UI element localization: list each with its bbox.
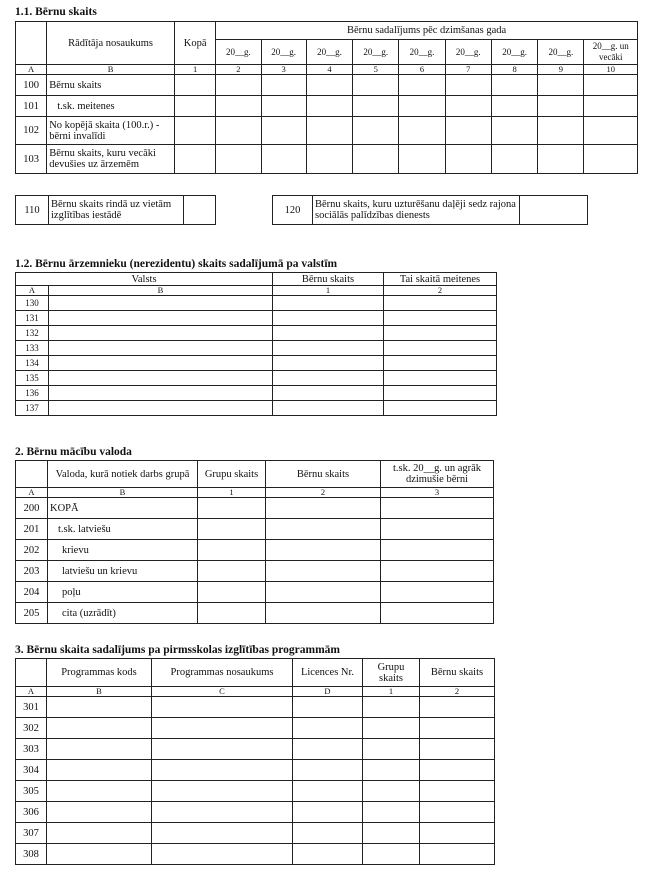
input-cell[interactable] (420, 718, 495, 739)
input-cell[interactable] (293, 781, 363, 802)
input-cell[interactable] (491, 96, 537, 117)
row-label: latviešu un krievu (48, 561, 198, 582)
input-cell[interactable] (152, 781, 293, 802)
table-row (16, 117, 638, 145)
row-code: 201 (16, 519, 48, 540)
column-index: B (48, 488, 198, 498)
header-program-name: Programmas nosaukums (152, 659, 293, 687)
row-code: 100 (16, 75, 47, 96)
year-header: 20__g. (306, 40, 352, 65)
column-index: A (16, 687, 47, 697)
header-program-code: Programmas kods (47, 659, 152, 687)
header-language: Valoda, kurā notiek darbs grupā (48, 461, 198, 488)
input-cell[interactable] (152, 718, 293, 739)
input-cell[interactable] (293, 802, 363, 823)
table-row (16, 760, 495, 781)
input-cell[interactable] (399, 75, 445, 96)
input-cell[interactable] (584, 117, 638, 145)
table-row (16, 781, 495, 802)
foreign-children-table (15, 272, 497, 416)
header-children-count: Bērnu skaits (273, 273, 384, 286)
row-label: poļu (48, 582, 198, 603)
column-index: 2 (266, 488, 381, 498)
table-row (16, 386, 497, 401)
queue-table (15, 195, 216, 225)
input-cell[interactable] (266, 519, 381, 540)
row-code: 304 (16, 760, 47, 781)
input-cell[interactable] (49, 326, 273, 341)
row-label: No kopējā skaita (100.r.) - bērni invalīdi (47, 117, 175, 145)
input-cell[interactable] (261, 117, 306, 145)
header-country: Valsts (16, 273, 273, 286)
input-cell[interactable] (384, 296, 497, 311)
input-cell[interactable] (266, 540, 381, 561)
input-cell[interactable] (538, 117, 584, 145)
row-code: 303 (16, 739, 47, 760)
input-cell[interactable] (538, 145, 584, 174)
row-label: t.sk. latviešu (48, 519, 198, 540)
row-code: 130 (16, 296, 49, 311)
input-cell[interactable] (184, 196, 216, 225)
input-cell[interactable] (174, 75, 215, 96)
input-cell[interactable] (306, 117, 352, 145)
table-row (16, 561, 494, 582)
header-children-count: Bērnu skaits (420, 659, 495, 687)
table-row (16, 371, 497, 386)
column-index: 1 (174, 65, 215, 75)
input-cell[interactable] (273, 296, 384, 311)
column-index: 4 (306, 65, 352, 75)
input-cell[interactable] (152, 739, 293, 760)
table-row (16, 498, 494, 519)
input-cell[interactable] (273, 341, 384, 356)
column-index: 10 (584, 65, 638, 75)
header-license-no: Licences Nr. (293, 659, 363, 687)
year-header: 20__g. (353, 40, 399, 65)
input-cell[interactable] (47, 844, 152, 865)
queue-box (15, 195, 216, 225)
table-row (16, 603, 494, 624)
input-cell[interactable] (198, 582, 266, 603)
input-cell[interactable] (384, 311, 497, 326)
input-cell[interactable] (363, 760, 420, 781)
column-index: A (16, 65, 47, 75)
header-girls: Tai skaitā meitenes (384, 273, 497, 286)
input-cell[interactable] (49, 296, 273, 311)
input-cell[interactable] (273, 356, 384, 371)
input-cell[interactable] (273, 386, 384, 401)
input-cell[interactable] (520, 196, 588, 225)
table-row (16, 96, 638, 117)
column-index: 2 (420, 687, 495, 697)
row-label: cita (uzrādīt) (48, 603, 198, 624)
row-code: 133 (16, 341, 49, 356)
social-aid-table (272, 195, 588, 225)
input-cell[interactable] (198, 498, 266, 519)
input-cell[interactable] (538, 75, 584, 96)
table-row (16, 582, 494, 603)
row-code: 204 (16, 582, 48, 603)
column-index: 9 (538, 65, 584, 75)
input-cell[interactable] (216, 145, 261, 174)
input-cell[interactable] (384, 326, 497, 341)
row-code: 103 (16, 145, 47, 174)
header-indicator-name: Rādītāja nosaukums (47, 22, 175, 65)
section-1-2 (15, 258, 497, 416)
language-table (15, 460, 494, 624)
column-index: 1 (363, 687, 420, 697)
input-cell[interactable] (266, 498, 381, 519)
input-cell[interactable] (420, 823, 495, 844)
section-2 (15, 446, 494, 624)
input-cell[interactable] (420, 760, 495, 781)
input-cell[interactable] (491, 145, 537, 174)
header-blank (16, 659, 47, 687)
row-label: KOPĀ (48, 498, 198, 519)
input-cell[interactable] (47, 718, 152, 739)
input-cell[interactable] (381, 519, 494, 540)
input-cell[interactable] (363, 739, 420, 760)
year-header: 20__g. (399, 40, 445, 65)
input-cell[interactable] (261, 145, 306, 174)
input-cell[interactable] (363, 802, 420, 823)
section-2-title: 2. Bērnu mācību valoda (15, 446, 132, 458)
row-code: 135 (16, 371, 49, 386)
input-cell[interactable] (266, 561, 381, 582)
year-header: 20__g. (538, 40, 584, 65)
column-index: 2 (216, 65, 261, 75)
row-code: 131 (16, 311, 49, 326)
input-cell[interactable] (49, 371, 273, 386)
row-label: Bērnu skaits, kuru vecāki devušies uz ārzemēm (47, 145, 175, 174)
header-children-count: Bērnu skaits (266, 461, 381, 488)
row-code: 132 (16, 326, 49, 341)
header-blank (16, 22, 47, 65)
table-row (16, 540, 494, 561)
input-cell[interactable] (353, 96, 399, 117)
input-cell[interactable] (273, 371, 384, 386)
input-cell[interactable] (445, 75, 491, 96)
table-row (16, 311, 497, 326)
input-cell[interactable] (381, 540, 494, 561)
header-total: Kopā (174, 22, 215, 65)
social-aid-box (272, 195, 588, 225)
input-cell[interactable] (47, 802, 152, 823)
column-index: 3 (381, 488, 494, 498)
row-label: Bērnu skaits, kuru uzturēšanu daļēji sedz rajona sociālās palīdzības dienests (313, 196, 520, 225)
year-header: 20__g. (216, 40, 261, 65)
input-cell[interactable] (198, 561, 266, 582)
input-cell[interactable] (306, 145, 352, 174)
row-label: t.sk. meitenes (47, 96, 175, 117)
input-cell[interactable] (152, 823, 293, 844)
row-code: 200 (16, 498, 48, 519)
row-code: 302 (16, 718, 47, 739)
input-cell[interactable] (381, 582, 494, 603)
table-row (16, 844, 495, 865)
table-row (16, 356, 497, 371)
input-cell[interactable] (363, 823, 420, 844)
input-cell[interactable] (445, 145, 491, 174)
row-code: 120 (273, 196, 313, 225)
column-index: A (16, 286, 49, 296)
header-group-count: Grupu skaits (198, 461, 266, 488)
input-cell[interactable] (47, 697, 152, 718)
row-code: 203 (16, 561, 48, 582)
input-cell[interactable] (584, 145, 638, 174)
year-header: 20__g. (491, 40, 537, 65)
input-cell[interactable] (49, 401, 273, 416)
input-cell[interactable] (363, 697, 420, 718)
input-cell[interactable] (445, 117, 491, 145)
input-cell[interactable] (420, 697, 495, 718)
input-cell[interactable] (584, 75, 638, 96)
table-row (16, 326, 497, 341)
column-index: B (47, 687, 152, 697)
column-index: 2 (384, 286, 497, 296)
input-cell[interactable] (49, 341, 273, 356)
input-cell[interactable] (353, 75, 399, 96)
input-cell[interactable] (491, 75, 537, 96)
input-cell[interactable] (152, 697, 293, 718)
column-index: B (47, 65, 175, 75)
input-cell[interactable] (273, 401, 384, 416)
section-3-title: 3. Bērnu skaita sadalījums pa pirmsskolas izglītības programmām (15, 644, 341, 656)
row-code: 202 (16, 540, 48, 561)
input-cell[interactable] (261, 75, 306, 96)
column-index: 1 (273, 286, 384, 296)
row-code: 110 (16, 196, 49, 225)
input-cell[interactable] (491, 117, 537, 145)
header-group-count: Grupu skaits (363, 659, 420, 687)
input-cell[interactable] (293, 697, 363, 718)
input-cell[interactable] (47, 781, 152, 802)
row-code: 137 (16, 401, 49, 416)
input-cell[interactable] (266, 582, 381, 603)
input-cell[interactable] (47, 823, 152, 844)
input-cell[interactable] (384, 401, 497, 416)
input-cell[interactable] (49, 311, 273, 326)
table-row (16, 519, 494, 540)
year-header: 20__g. (445, 40, 491, 65)
column-index: D (293, 687, 363, 697)
section-1-2-title: 1.2. Bērnu ārzemnieku (nerezidentu) skaits sadalījumā pa valstīm (15, 258, 338, 270)
input-cell[interactable] (353, 117, 399, 145)
column-index: 7 (445, 65, 491, 75)
input-cell[interactable] (152, 802, 293, 823)
row-code: 102 (16, 117, 47, 145)
input-cell[interactable] (293, 718, 363, 739)
input-cell[interactable] (363, 781, 420, 802)
column-index: C (152, 687, 293, 697)
input-cell[interactable] (363, 844, 420, 865)
input-cell[interactable] (381, 561, 494, 582)
input-cell[interactable] (420, 844, 495, 865)
input-cell[interactable] (174, 117, 215, 145)
input-cell[interactable] (49, 386, 273, 401)
table-row (16, 296, 497, 311)
input-cell[interactable] (384, 371, 497, 386)
column-index: 5 (353, 65, 399, 75)
column-index: 6 (399, 65, 445, 75)
input-cell[interactable] (306, 75, 352, 96)
input-cell[interactable] (293, 760, 363, 781)
table-row (16, 739, 495, 760)
input-cell[interactable] (47, 760, 152, 781)
row-code: 136 (16, 386, 49, 401)
row-code: 101 (16, 96, 47, 117)
row-code: 134 (16, 356, 49, 371)
input-cell[interactable] (174, 145, 215, 174)
input-cell[interactable] (293, 739, 363, 760)
row-code: 307 (16, 823, 47, 844)
column-index: 3 (261, 65, 306, 75)
column-index: 8 (491, 65, 537, 75)
row-label: krievu (48, 540, 198, 561)
header-birth-year-group: Bērnu sadalījums pēc dzimšanas gada (216, 22, 638, 40)
year-header-last: 20__g. un vecāki (584, 40, 638, 65)
input-cell[interactable] (381, 498, 494, 519)
input-cell[interactable] (216, 96, 261, 117)
input-cell[interactable] (384, 356, 497, 371)
row-code: 308 (16, 844, 47, 865)
header-born-earlier: t.sk. 20__g. un agrāk dzimušie bērni (381, 461, 494, 488)
table-row (16, 145, 638, 174)
input-cell[interactable] (363, 718, 420, 739)
input-cell[interactable] (152, 760, 293, 781)
input-cell[interactable] (353, 145, 399, 174)
input-cell[interactable] (261, 96, 306, 117)
input-cell[interactable] (399, 96, 445, 117)
row-code: 205 (16, 603, 48, 624)
input-cell[interactable] (399, 145, 445, 174)
table-row (16, 697, 495, 718)
input-cell[interactable] (266, 603, 381, 624)
input-cell[interactable] (47, 739, 152, 760)
input-cell[interactable] (152, 844, 293, 865)
table-row (16, 341, 497, 356)
input-cell[interactable] (273, 311, 384, 326)
input-cell[interactable] (49, 356, 273, 371)
input-cell[interactable] (216, 117, 261, 145)
table-row (16, 401, 497, 416)
input-cell[interactable] (445, 96, 491, 117)
row-code: 305 (16, 781, 47, 802)
input-cell[interactable] (293, 844, 363, 865)
row-code: 306 (16, 802, 47, 823)
input-cell[interactable] (420, 739, 495, 760)
header-blank (16, 461, 48, 488)
table-row (16, 718, 495, 739)
input-cell[interactable] (384, 386, 497, 401)
input-cell[interactable] (420, 781, 495, 802)
input-cell[interactable] (538, 96, 584, 117)
row-label: Bērnu skaits (47, 75, 175, 96)
input-cell[interactable] (384, 341, 497, 356)
table-row (16, 802, 495, 823)
section-1-1-title: 1.1. Bērnu skaits (15, 6, 97, 18)
column-index: 1 (198, 488, 266, 498)
section-3 (15, 644, 495, 865)
row-label: Bērnu skaits rindā uz vietām izglītības iestādē (49, 196, 184, 225)
input-cell[interactable] (293, 823, 363, 844)
input-cell[interactable] (174, 96, 215, 117)
year-header: 20__g. (261, 40, 306, 65)
section-1-1 (15, 6, 638, 174)
input-cell[interactable] (381, 603, 494, 624)
table-row (16, 823, 495, 844)
table-row (16, 75, 638, 96)
input-cell[interactable] (198, 519, 266, 540)
input-cell[interactable] (584, 96, 638, 117)
programs-table (15, 658, 495, 865)
input-cell[interactable] (198, 540, 266, 561)
input-cell[interactable] (216, 75, 261, 96)
input-cell[interactable] (198, 603, 266, 624)
input-cell[interactable] (420, 802, 495, 823)
row-code: 301 (16, 697, 47, 718)
input-cell[interactable] (273, 326, 384, 341)
children-count-table (15, 21, 638, 174)
column-index: A (16, 488, 48, 498)
input-cell[interactable] (399, 117, 445, 145)
input-cell[interactable] (306, 96, 352, 117)
column-index: B (49, 286, 273, 296)
